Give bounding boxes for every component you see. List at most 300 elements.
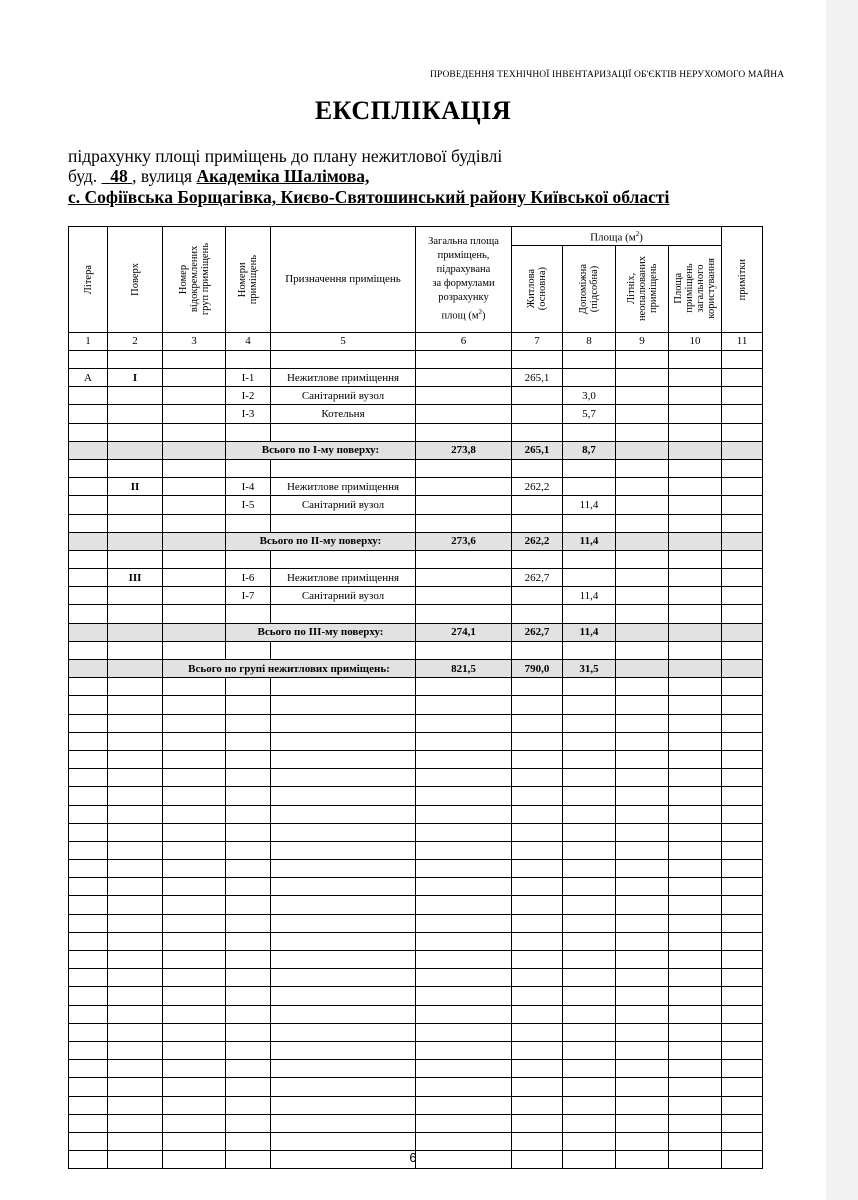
table-cell xyxy=(616,951,669,969)
table-cell xyxy=(108,714,163,732)
table-cell xyxy=(722,1114,763,1132)
table-cell xyxy=(669,478,722,496)
table-cell xyxy=(669,678,722,696)
table-cell xyxy=(226,1132,271,1150)
table-cell xyxy=(722,496,763,514)
table-cell xyxy=(108,732,163,750)
table-cell xyxy=(616,1078,669,1096)
table-cell xyxy=(669,714,722,732)
table-cell xyxy=(271,823,416,841)
table-row-empty xyxy=(69,787,763,805)
table-cell xyxy=(669,951,722,969)
table-cell xyxy=(616,569,669,587)
table-row-empty xyxy=(69,1078,763,1096)
table-cell xyxy=(108,1060,163,1078)
table-cell xyxy=(416,514,512,532)
table-cell xyxy=(722,878,763,896)
table-cell xyxy=(163,914,226,932)
table-cell xyxy=(69,696,108,714)
table-cell xyxy=(69,587,108,605)
table-cell xyxy=(512,878,563,896)
table-row-empty xyxy=(69,769,763,787)
table-cell xyxy=(69,605,108,623)
table-cell xyxy=(108,987,163,1005)
table-cell xyxy=(512,423,563,441)
table-cell xyxy=(69,1060,108,1078)
grand-total-row xyxy=(69,660,763,678)
table-cell xyxy=(69,1096,108,1114)
table-cell: Всього по ІІ-му поверху: xyxy=(226,532,416,550)
table-cell xyxy=(416,369,512,387)
document-header: ПРОВЕДЕННЯ ТЕХНІЧНОЇ ІНВЕНТАРИЗАЦІЇ ОБ'ЄКТІВ НЕРУХОМОГО МАЙНА xyxy=(430,70,785,80)
table-cell xyxy=(722,769,763,787)
table-cell xyxy=(271,678,416,696)
table-cell xyxy=(669,805,722,823)
table-cell xyxy=(669,405,722,423)
table-cell xyxy=(69,896,108,914)
table-cell xyxy=(563,969,616,987)
table-cell xyxy=(616,860,669,878)
table-cell xyxy=(722,914,763,932)
table-cell xyxy=(108,878,163,896)
table-cell xyxy=(669,969,722,987)
table-cell xyxy=(226,750,271,768)
table-cell: Санітарний вузол xyxy=(271,587,416,605)
table-cell xyxy=(616,750,669,768)
table-row-empty xyxy=(69,1023,763,1041)
table-cell xyxy=(108,350,163,368)
table-cell xyxy=(416,951,512,969)
table-cell xyxy=(416,732,512,750)
table-cell xyxy=(416,914,512,932)
table-cell xyxy=(108,423,163,441)
table-row-empty xyxy=(69,1041,763,1059)
table-cell xyxy=(722,441,763,459)
table-cell xyxy=(108,841,163,859)
table-cell xyxy=(416,1005,512,1023)
table-cell xyxy=(669,569,722,587)
table-cell xyxy=(69,1005,108,1023)
table-cell xyxy=(271,951,416,969)
table-cell xyxy=(563,696,616,714)
table-row-empty xyxy=(69,750,763,768)
table-row-empty xyxy=(69,841,763,859)
column-number: 11 xyxy=(722,332,763,350)
table-cell xyxy=(163,1005,226,1023)
header-room-numbers: Номери приміщень xyxy=(226,227,271,333)
table-cell xyxy=(669,1041,722,1059)
table-cell xyxy=(69,678,108,696)
table-cell xyxy=(669,932,722,950)
table-cell xyxy=(163,569,226,587)
table-cell xyxy=(163,605,226,623)
table-cell xyxy=(616,878,669,896)
header-total-area: Загальна площа приміщень, підрахувана за формулами розрахунку площ $(м^2)$ xyxy=(416,227,512,333)
table-cell: Нежитлове приміщення xyxy=(271,569,416,587)
table-cell xyxy=(163,823,226,841)
table-cell xyxy=(616,841,669,859)
table-cell: 273,8 xyxy=(416,441,512,459)
table-row-empty xyxy=(69,1132,763,1150)
table-cell xyxy=(722,987,763,1005)
table-cell xyxy=(722,405,763,423)
table-cell xyxy=(416,896,512,914)
table-row-blank xyxy=(69,605,763,623)
table-cell xyxy=(226,769,271,787)
table-cell xyxy=(271,769,416,787)
table-cell xyxy=(226,1096,271,1114)
table-cell xyxy=(616,514,669,532)
table-cell xyxy=(69,714,108,732)
table-cell xyxy=(722,951,763,969)
table-cell xyxy=(271,932,416,950)
table-row-empty xyxy=(69,678,763,696)
column-number: 2 xyxy=(108,332,163,350)
subtitle-line-1: підрахунку площі приміщень до плану нежитлової будівлі xyxy=(68,146,503,166)
document-title: ЕКСПЛІКАЦІЯ xyxy=(314,96,512,125)
table-cell xyxy=(512,914,563,932)
table-cell xyxy=(616,914,669,932)
table-cell: І-4 xyxy=(226,478,271,496)
table-cell xyxy=(722,641,763,659)
table-cell xyxy=(69,787,108,805)
table-cell xyxy=(722,805,763,823)
table-cell xyxy=(271,805,416,823)
column-number: 7 xyxy=(512,332,563,350)
table-row xyxy=(69,496,763,514)
table-cell xyxy=(226,951,271,969)
table-cell xyxy=(163,696,226,714)
table-cell xyxy=(616,896,669,914)
table-cell xyxy=(669,605,722,623)
table-cell xyxy=(226,459,271,477)
table-cell xyxy=(271,896,416,914)
table-cell xyxy=(226,550,271,568)
table-cell xyxy=(563,1096,616,1114)
table-cell: 31,5 xyxy=(563,660,616,678)
column-number-row xyxy=(69,332,763,350)
subtitle-line-2 xyxy=(68,166,369,187)
table-cell xyxy=(108,587,163,605)
table-cell xyxy=(163,423,226,441)
table-cell xyxy=(108,969,163,987)
table-cell xyxy=(722,1078,763,1096)
table-row-empty xyxy=(69,1096,763,1114)
table-cell xyxy=(669,860,722,878)
table-cell: Санітарний вузол xyxy=(271,496,416,514)
table-row-empty xyxy=(69,732,763,750)
table-cell xyxy=(108,1114,163,1132)
table-cell xyxy=(163,532,226,550)
table-row-blank xyxy=(69,459,763,477)
table-cell xyxy=(416,750,512,768)
table-cell xyxy=(563,951,616,969)
table-cell xyxy=(512,1060,563,1078)
table-cell xyxy=(163,405,226,423)
table-cell xyxy=(416,459,512,477)
table-row xyxy=(69,405,763,423)
table-cell xyxy=(669,441,722,459)
table-cell xyxy=(669,369,722,387)
table-cell xyxy=(512,696,563,714)
table-cell xyxy=(416,1096,512,1114)
table-row-blank xyxy=(69,423,763,441)
table-cell xyxy=(271,641,416,659)
header-area-group: Площа $(м^2)$ xyxy=(512,227,722,246)
table-cell xyxy=(416,787,512,805)
table-cell: І-3 xyxy=(226,405,271,423)
page-number: 6 xyxy=(409,1150,417,1165)
table-cell xyxy=(616,641,669,659)
table-cell xyxy=(616,369,669,387)
table-cell xyxy=(416,823,512,841)
table-cell xyxy=(669,987,722,1005)
table-cell xyxy=(616,932,669,950)
table-cell xyxy=(563,1041,616,1059)
table-cell xyxy=(563,569,616,587)
table-cell xyxy=(722,750,763,768)
table-cell xyxy=(722,550,763,568)
table-cell: 790,0 xyxy=(512,660,563,678)
table-row-empty xyxy=(69,696,763,714)
table-cell xyxy=(722,1041,763,1059)
table-cell xyxy=(512,769,563,787)
table-cell xyxy=(271,1060,416,1078)
table-cell xyxy=(226,1041,271,1059)
table-cell xyxy=(271,787,416,805)
table-cell xyxy=(226,841,271,859)
table-cell xyxy=(69,641,108,659)
table-cell xyxy=(669,660,722,678)
table-cell xyxy=(416,696,512,714)
table-cell xyxy=(616,478,669,496)
table-cell xyxy=(69,478,108,496)
table-cell xyxy=(416,987,512,1005)
table-row-empty xyxy=(69,932,763,950)
header-main-area: Житлова (основна) xyxy=(512,245,563,332)
table-cell xyxy=(563,732,616,750)
table-cell xyxy=(669,587,722,605)
table-cell xyxy=(108,623,163,641)
table-cell xyxy=(69,496,108,514)
table-cell: 265,1 xyxy=(512,441,563,459)
table-cell xyxy=(722,823,763,841)
table-cell xyxy=(416,805,512,823)
table-cell xyxy=(669,769,722,787)
table-cell xyxy=(512,1041,563,1059)
table-cell xyxy=(163,987,226,1005)
table-cell xyxy=(69,350,108,368)
table-cell xyxy=(271,550,416,568)
table-cell: А xyxy=(69,369,108,387)
table-row-empty xyxy=(69,951,763,969)
table-cell xyxy=(226,732,271,750)
header-litera: Літера xyxy=(69,227,108,333)
table-cell xyxy=(69,860,108,878)
table-cell xyxy=(163,459,226,477)
table-cell xyxy=(163,1078,226,1096)
table-cell xyxy=(163,1096,226,1114)
header-auxiliary-area: Допоміжна (підсобна) xyxy=(563,245,616,332)
table-cell xyxy=(669,550,722,568)
column-number: 5 xyxy=(271,332,416,350)
table-row xyxy=(69,587,763,605)
table-cell xyxy=(512,805,563,823)
table-cell xyxy=(416,387,512,405)
table-cell xyxy=(512,1078,563,1096)
table-cell xyxy=(271,459,416,477)
table-cell xyxy=(722,369,763,387)
column-number: 1 xyxy=(69,332,108,350)
subtitle-line-3: с. Софіївська Борщагівка, Києво-Святошинський району Київської області xyxy=(68,187,670,207)
table-cell xyxy=(416,478,512,496)
table-cell xyxy=(271,423,416,441)
table-cell xyxy=(722,1060,763,1078)
table-cell xyxy=(616,405,669,423)
table-cell xyxy=(163,641,226,659)
table-cell xyxy=(616,805,669,823)
table-cell xyxy=(669,514,722,532)
table-cell xyxy=(669,896,722,914)
table-cell: 11,4 xyxy=(563,623,616,641)
table-cell xyxy=(616,696,669,714)
table-cell xyxy=(722,1005,763,1023)
table-cell xyxy=(271,969,416,987)
table-row-blank xyxy=(69,550,763,568)
table-cell xyxy=(563,787,616,805)
table-cell xyxy=(722,532,763,550)
street-prefix: , вулиця xyxy=(132,166,197,186)
table-cell xyxy=(108,932,163,950)
table-cell xyxy=(271,1132,416,1150)
column-number: 6 xyxy=(416,332,512,350)
table-cell xyxy=(108,514,163,532)
table-cell xyxy=(271,860,416,878)
table-cell xyxy=(271,350,416,368)
table-cell xyxy=(669,1060,722,1078)
table-cell xyxy=(512,641,563,659)
table-cell xyxy=(69,969,108,987)
column-number: 10 xyxy=(669,332,722,350)
table-cell xyxy=(69,750,108,768)
table-cell xyxy=(69,805,108,823)
table-cell xyxy=(722,841,763,859)
table-cell xyxy=(108,805,163,823)
table-cell xyxy=(563,678,616,696)
table-cell xyxy=(563,605,616,623)
table-cell xyxy=(416,769,512,787)
table-cell xyxy=(722,459,763,477)
table-cell xyxy=(616,1005,669,1023)
table-cell xyxy=(108,459,163,477)
table-cell xyxy=(416,587,512,605)
table-cell: І xyxy=(108,369,163,387)
table-cell xyxy=(563,350,616,368)
table-cell xyxy=(226,896,271,914)
table-cell xyxy=(669,914,722,932)
table-cell xyxy=(163,1114,226,1132)
table-cell: І-2 xyxy=(226,387,271,405)
table-cell xyxy=(563,369,616,387)
table-cell: 265,1 xyxy=(512,369,563,387)
table-cell xyxy=(512,514,563,532)
table-cell xyxy=(271,714,416,732)
table-cell xyxy=(563,1078,616,1096)
explication-table xyxy=(68,226,763,1169)
table-cell xyxy=(616,969,669,987)
column-number: 8 xyxy=(563,332,616,350)
table-cell: ІІІ xyxy=(108,569,163,587)
table-row-empty xyxy=(69,1060,763,1078)
table-cell xyxy=(416,860,512,878)
table-cell xyxy=(669,841,722,859)
bud-prefix: буд. xyxy=(68,166,98,186)
table-cell: І-6 xyxy=(226,569,271,587)
table-cell: І-7 xyxy=(226,587,271,605)
header-group-number: Номер відокремлених груп приміщень xyxy=(163,227,226,333)
table-cell xyxy=(563,459,616,477)
table-cell xyxy=(271,514,416,532)
table-cell xyxy=(722,587,763,605)
table-cell: І-5 xyxy=(226,496,271,514)
table-cell xyxy=(108,405,163,423)
table-cell xyxy=(271,605,416,623)
table-cell xyxy=(226,696,271,714)
table-cell xyxy=(416,714,512,732)
table-cell xyxy=(669,696,722,714)
table-cell xyxy=(163,350,226,368)
table-cell xyxy=(563,1005,616,1023)
table-cell xyxy=(69,1023,108,1041)
table-cell xyxy=(163,878,226,896)
table-cell xyxy=(512,860,563,878)
table-cell xyxy=(226,1060,271,1078)
table-cell xyxy=(226,1023,271,1041)
table-cell: 3,0 xyxy=(563,387,616,405)
table-cell xyxy=(163,750,226,768)
table-cell: 8,7 xyxy=(563,441,616,459)
table-cell xyxy=(563,823,616,841)
column-number: 9 xyxy=(616,332,669,350)
table-cell xyxy=(512,787,563,805)
table-cell xyxy=(616,550,669,568)
table-cell xyxy=(416,841,512,859)
table-cell xyxy=(669,823,722,841)
table-cell xyxy=(108,951,163,969)
table-cell xyxy=(563,805,616,823)
table-cell xyxy=(416,405,512,423)
table-cell xyxy=(563,750,616,768)
table-cell xyxy=(616,441,669,459)
table-cell: 262,2 xyxy=(512,478,563,496)
table-cell xyxy=(416,550,512,568)
table-cell xyxy=(69,405,108,423)
table-cell xyxy=(271,1041,416,1059)
table-cell xyxy=(616,496,669,514)
table-cell: 11,4 xyxy=(563,587,616,605)
table-cell xyxy=(416,641,512,659)
table-cell xyxy=(512,550,563,568)
table-cell xyxy=(416,350,512,368)
table-cell xyxy=(722,732,763,750)
table-cell xyxy=(616,1023,669,1041)
table-row xyxy=(69,569,763,587)
table-cell xyxy=(722,1023,763,1041)
table-cell xyxy=(616,532,669,550)
table-cell xyxy=(226,1114,271,1132)
table-cell xyxy=(108,532,163,550)
table-cell xyxy=(163,732,226,750)
